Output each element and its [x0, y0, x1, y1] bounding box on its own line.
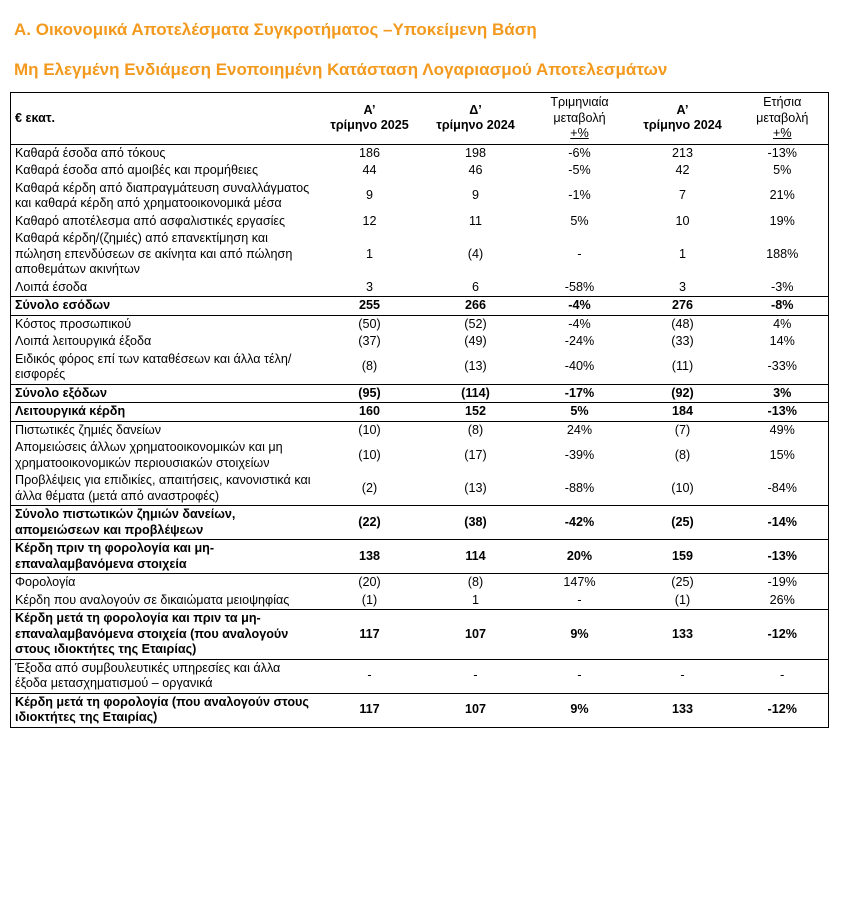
row-label: Απομειώσεις άλλων χρηματοοικονομικών και μη χρηματοοικονομικών περιουσιακών στοιχείων: [15, 440, 283, 470]
header-line: μεταβολή: [553, 110, 606, 125]
row-value: (92): [629, 384, 737, 403]
row-value: -4%: [531, 297, 629, 316]
row-value: (8): [361, 359, 378, 374]
row-value: 107: [421, 693, 531, 727]
row-label: Καθαρά έσοδα από τόκους: [15, 145, 166, 160]
row-value: 107: [421, 610, 531, 660]
row-value: 15%: [769, 447, 795, 462]
row-value: (8): [467, 575, 484, 589]
row-value: (10): [358, 422, 381, 437]
row-value: 152: [421, 403, 531, 422]
row-value: 5%: [773, 163, 792, 177]
header-line: τρίμηνο 2024: [436, 118, 515, 133]
row-value: -: [367, 668, 372, 683]
table-header: [11, 93, 829, 145]
row-value: 117: [319, 610, 421, 660]
row-value: (13): [464, 480, 487, 495]
row-value: 26%: [769, 592, 795, 607]
table-total-row: [11, 540, 829, 574]
row-label: Λοιπά έσοδα: [15, 279, 88, 294]
row-value: 6: [471, 279, 479, 294]
row-value: 114: [421, 540, 531, 574]
row-value: 1: [365, 246, 373, 261]
income-statement-table: [10, 92, 829, 728]
row-value: 159: [629, 540, 737, 574]
table-total-row: [11, 506, 829, 540]
row-value: 5%: [531, 403, 629, 422]
row-label: Φορολογία: [15, 575, 76, 589]
row-value: 9: [471, 188, 479, 203]
row-value: (8): [674, 447, 691, 462]
row-value: 12: [362, 213, 377, 228]
header-line: τρίμηνο 2024: [643, 118, 722, 133]
row-value: (8): [467, 422, 484, 437]
header-line: Α’: [676, 102, 689, 117]
row-label: Λειτουργικά κέρδη: [11, 403, 319, 422]
row-value: -24%: [564, 334, 595, 348]
row-value: -8%: [737, 297, 829, 316]
table-total-row: [11, 610, 829, 660]
row-value: (50): [358, 316, 381, 331]
row-value: -13%: [767, 145, 797, 160]
row-label: Ειδικός φόρος επί των καταθέσεων και άλλα τέλη/εισφορές: [15, 351, 292, 381]
column-header-quarterly-change: [531, 93, 629, 145]
row-value: -: [577, 592, 582, 607]
table-row: [11, 279, 829, 297]
row-value: 147%: [563, 575, 596, 589]
row-value: 19%: [769, 213, 795, 228]
row-value: -39%: [564, 447, 595, 462]
table-row: [11, 180, 829, 213]
row-value: 44: [362, 163, 377, 177]
header-line: Τριμηνιαία: [550, 95, 609, 109]
row-value: 160: [319, 403, 421, 422]
table-row: [11, 351, 829, 385]
currency-unit-label: € εκατ.: [15, 110, 55, 125]
row-value: 117: [319, 693, 421, 727]
section-title: Α. Οικονομικά Αποτελέσματα Συγκροτήματος –Υποκείμενη Βάση: [14, 20, 537, 39]
row-value: -: [577, 246, 582, 261]
table-total-row: [11, 297, 829, 316]
row-label: Κέρδη πριν τη φορολογία και μη-επαναλαμβανόμενα στοιχεία: [11, 540, 319, 574]
row-value: 4%: [773, 316, 792, 331]
table-body: [11, 144, 829, 727]
table-row: [11, 213, 829, 231]
row-label: Σύνολο εσόδων: [11, 297, 319, 316]
table-row: [11, 421, 829, 439]
row-value: (20): [358, 575, 381, 589]
row-value: 42: [675, 163, 690, 177]
header-row: [11, 93, 829, 145]
row-value: 24%: [566, 422, 593, 437]
column-header-q1-2024: [629, 93, 737, 145]
row-value: 21%: [769, 188, 795, 203]
row-value: 9%: [531, 693, 629, 727]
row-value: (10): [671, 480, 694, 495]
row-value: 5%: [570, 213, 589, 228]
row-value: -6%: [568, 145, 591, 160]
row-value: 186: [358, 145, 380, 160]
row-value: 46: [468, 163, 483, 177]
row-value: (25): [671, 575, 694, 589]
row-value: 3: [678, 279, 686, 294]
row-label: Καθαρό αποτέλεσμα από ασφαλιστικές εργασίες: [15, 213, 286, 228]
row-value: -13%: [737, 540, 829, 574]
row-value: 188%: [766, 246, 799, 261]
row-value: -12%: [737, 610, 829, 660]
row-value: 213: [671, 145, 693, 160]
table-row: [11, 592, 829, 610]
row-value: 9: [365, 188, 373, 203]
row-label: Κέρδη μετά τη φορολογία (που αναλογούν στους ιδιοκτήτες της Εταιρίας): [11, 693, 319, 727]
row-value: -33%: [767, 359, 797, 374]
row-value: (48): [671, 316, 694, 331]
row-value: 255: [319, 297, 421, 316]
row-label: Κέρδη μετά τη φορολογία και πριν τα μη-επαναλαμβανόμενα στοιχεία (που αναλογούν στους ιδιοκτήτες της Εταιρίας): [11, 610, 319, 660]
row-label: Σύνολο πιστωτικών ζημιών δανείων, απομειώσεων και προβλέψεων: [11, 506, 319, 540]
row-value: -42%: [531, 506, 629, 540]
row-value: 3: [365, 279, 373, 294]
row-value: (33): [671, 334, 694, 348]
row-value: -58%: [564, 279, 595, 294]
table-row: [11, 162, 829, 180]
row-value: -: [680, 668, 685, 683]
row-value: 276: [629, 297, 737, 316]
row-value: 133: [629, 610, 737, 660]
row-value: 49%: [769, 422, 795, 437]
row-value: (95): [319, 384, 421, 403]
row-value: 1: [471, 592, 479, 607]
row-value: 198: [464, 145, 486, 160]
row-value: 14%: [769, 334, 795, 348]
statement-subtitle: Μη Ελεγμένη Ενδιάμεση Ενοποιημένη Κατάσταση Λογαριασμού Αποτελεσμάτων: [14, 60, 668, 79]
row-value: (38): [421, 506, 531, 540]
row-value: 133: [629, 693, 737, 727]
header-line: μεταβολή: [756, 110, 809, 125]
row-value: -88%: [564, 480, 595, 495]
row-value: -: [780, 668, 785, 683]
row-value: -17%: [531, 384, 629, 403]
row-value: -1%: [568, 188, 591, 203]
row-value: 20%: [531, 540, 629, 574]
table-row: [11, 574, 829, 592]
header-line: +%: [570, 126, 589, 140]
table-total-row: [11, 693, 829, 727]
row-value: -40%: [564, 359, 595, 374]
row-value: -12%: [737, 693, 829, 727]
row-value: 1: [678, 246, 686, 261]
table-row: [11, 439, 829, 472]
row-value: 184: [629, 403, 737, 422]
header-line: Ετήσια: [763, 95, 802, 109]
column-header-q1-2025: [319, 93, 421, 145]
row-label: Έξοδα από συμβουλευτικές υπηρεσίες και άλλα έξοδα μετασχηματισμού – οργανικά: [15, 660, 281, 690]
row-value: (1): [674, 592, 691, 607]
row-value: -4%: [568, 316, 591, 331]
row-label: Κέρδη που αναλογούν σε δικαιώματα μειοψηφίας: [15, 592, 290, 607]
row-label: Κόστος προσωπικού: [15, 316, 132, 331]
row-value: -: [473, 668, 478, 683]
row-value: (17): [464, 447, 487, 462]
row-value: 11: [468, 213, 483, 228]
row-value: 10: [675, 213, 690, 228]
header-line: Α’: [363, 102, 376, 117]
row-label: Λοιπά λειτουργικά έξοδα: [15, 334, 152, 348]
row-value: -13%: [737, 403, 829, 422]
table-row: [11, 144, 829, 162]
header-line: τρίμηνο 2025: [330, 118, 409, 133]
row-value: 138: [319, 540, 421, 574]
row-value: (11): [671, 359, 694, 374]
table-total-row: [11, 403, 829, 422]
row-value: -19%: [767, 575, 797, 589]
row-value: -14%: [737, 506, 829, 540]
row-value: (114): [421, 384, 531, 403]
row-value: (7): [674, 422, 691, 437]
row-label: Καθαρά έσοδα από αμοιβές και προμήθειες: [15, 163, 259, 177]
row-value: (10): [358, 447, 381, 462]
row-value: (4): [467, 246, 484, 261]
row-value: (52): [464, 316, 487, 331]
row-value: (1): [361, 592, 378, 607]
row-value: 9%: [531, 610, 629, 660]
row-value: (25): [629, 506, 737, 540]
row-value: (2): [361, 480, 378, 495]
row-value: (13): [464, 359, 487, 374]
header-line: Δ’: [469, 102, 482, 117]
row-value: (37): [358, 334, 381, 348]
row-label: Σύνολο εξόδων: [11, 384, 319, 403]
column-header-q4-2024: [421, 93, 531, 145]
row-label: Πιστωτικές ζημιές δανείων: [15, 422, 162, 437]
table-row: [11, 315, 829, 333]
table-row: [11, 659, 829, 693]
row-value: 3%: [737, 384, 829, 403]
row-value: 266: [421, 297, 531, 316]
table-row: [11, 230, 829, 279]
row-label: Προβλέψεις για επιδικίες, απαιτήσεις, κανονιστικά και άλλα θέματα (μετά από αναστροφές): [15, 473, 311, 503]
row-value: (22): [319, 506, 421, 540]
row-value: -84%: [767, 480, 797, 495]
table-row: [11, 472, 829, 506]
column-header-annual-change: [737, 93, 829, 145]
row-label: Καθαρά κέρδη από διαπραγμάτευση συναλλάγματος και καθαρά κέρδη από χρηματοοικονομικά μέσα: [15, 180, 310, 210]
row-value: -: [577, 668, 582, 683]
row-value: (49): [464, 334, 487, 348]
row-value: 7: [678, 188, 686, 203]
header-line: +%: [772, 126, 792, 140]
table-total-row: [11, 384, 829, 403]
table-row: [11, 333, 829, 351]
row-value: -3%: [771, 279, 794, 294]
row-value: -5%: [568, 163, 591, 177]
row-label: Καθαρά κέρδη/(ζημιές) από επανεκτίμηση και πώληση επενδύσεων σε ακίνητα και από πώληση αποθεμάτων ακινήτων: [15, 231, 293, 276]
